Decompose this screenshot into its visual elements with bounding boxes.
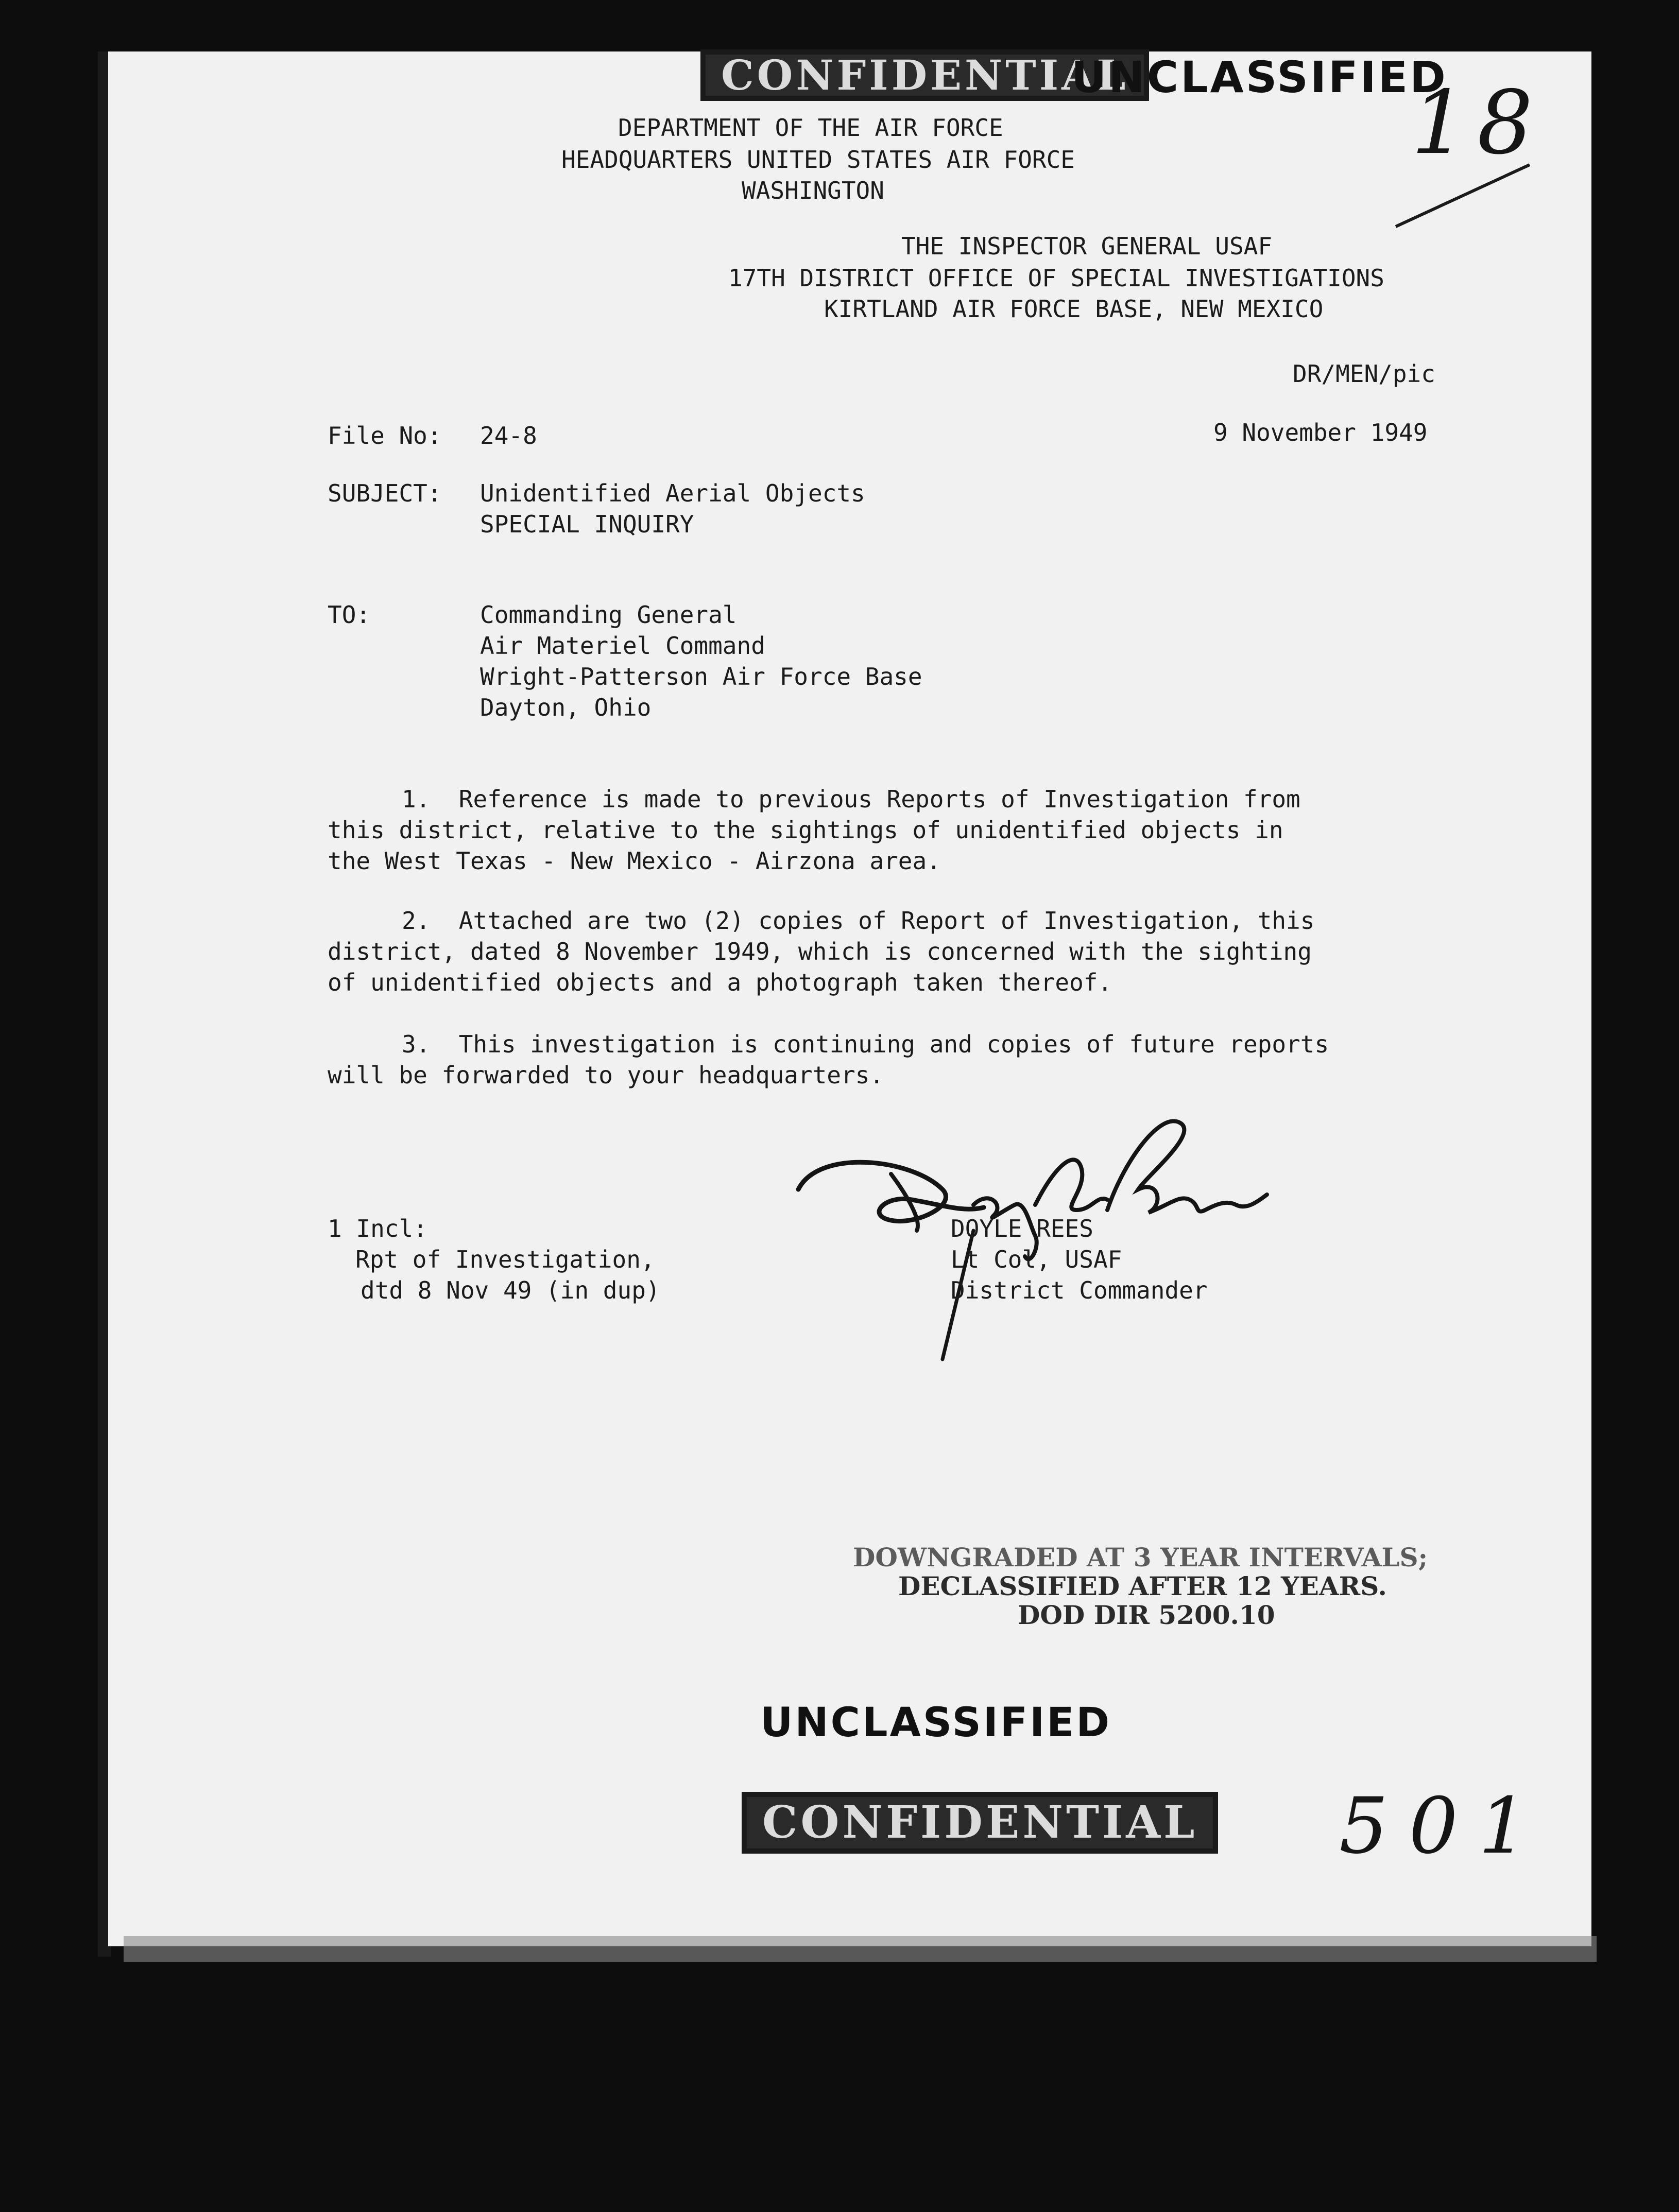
declass-stamp-line-3: DOD DIR 5200.10	[1018, 1600, 1275, 1630]
office-line-2: 17TH DISTRICT OFFICE OF SPECIAL INVESTIGATIONS	[728, 264, 1384, 292]
handwritten-page-number: 501	[1339, 1782, 1549, 1871]
paragraph-1-line-3: the West Texas - New Mexico - Airzona area.	[328, 847, 941, 875]
pen-stroke	[1391, 154, 1535, 237]
paragraph-2-line-3: of unidentified objects and a photograph taken thereof.	[328, 969, 1112, 996]
to-line-4: Dayton, Ohio	[480, 694, 652, 721]
scan-shadow	[124, 1936, 1597, 1962]
paragraph-2-line-2: district, dated 8 November 1949, which is concerned with the sighting	[328, 938, 1312, 965]
enclosure-line-3: dtd 8 Nov 49 (in dup)	[361, 1276, 660, 1304]
document-sheet	[108, 51, 1591, 1946]
letter-date: 9 November 1949	[1213, 419, 1428, 446]
confidential-stamp-bottom: CONFIDENTIAL	[742, 1792, 1218, 1854]
to-line-1: Commanding General	[480, 601, 737, 629]
enclosure-line-2: Rpt of Investigation,	[355, 1246, 655, 1273]
paragraph-2-line-1: 2. Attached are two (2) copies of Report of Investigation, this	[402, 907, 1315, 935]
file-no-label: File No:	[328, 422, 442, 450]
signer-title: District Commander	[951, 1276, 1208, 1304]
signer-name: DOYLE REES	[951, 1215, 1093, 1242]
confidential-stamp-top: CONFIDENTIAL	[700, 49, 1149, 101]
paragraph-3-line-2: will be forwarded to your headquarters.	[328, 1061, 884, 1089]
reference-code: DR/MEN/pic	[1293, 360, 1435, 388]
paragraph-3-line-1: 3. This investigation is continuing and copies of future reports	[402, 1030, 1329, 1058]
letterhead-line-1: DEPARTMENT OF THE AIR FORCE	[618, 114, 1003, 142]
paragraph-1-line-1: 1. Reference is made to previous Reports of Investigation from	[402, 785, 1300, 813]
letterhead-line-3: WASHINGTON	[742, 177, 884, 204]
office-line-1: THE INSPECTOR GENERAL USAF	[901, 232, 1273, 260]
unclassified-stamp-top: UNCLASSIFIED	[1071, 52, 1448, 102]
declass-stamp-line-2: DECLASSIFIED AFTER 12 YEARS.	[898, 1571, 1387, 1601]
to-line-2: Air Materiel Command	[480, 632, 765, 660]
office-line-3: KIRTLAND AIR FORCE BASE, NEW MEXICO	[824, 295, 1324, 323]
letterhead-line-2: HEADQUARTERS UNITED STATES AIR FORCE	[561, 146, 1075, 174]
enclosure-line-1: 1 Incl:	[328, 1215, 427, 1242]
subject-line-2: SPECIAL INQUIRY	[480, 510, 694, 538]
signer-rank: Lt Col, USAF	[951, 1246, 1122, 1273]
file-no-value: 24-8	[480, 422, 537, 450]
declass-stamp-line-1: DOWNGRADED AT 3 YEAR INTERVALS;	[853, 1542, 1428, 1572]
to-line-3: Wright-Patterson Air Force Base	[480, 663, 922, 690]
handwritten-corner-mark: 18	[1411, 72, 1544, 174]
unclassified-stamp-bottom: UNCLASSIFIED	[760, 1700, 1112, 1746]
subject-line-1: Unidentified Aerial Objects	[480, 479, 865, 507]
subject-label: SUBJECT:	[328, 479, 442, 507]
to-label: TO:	[328, 601, 371, 629]
paragraph-1-line-2: this district, relative to the sightings of unidentified objects in	[328, 816, 1283, 844]
